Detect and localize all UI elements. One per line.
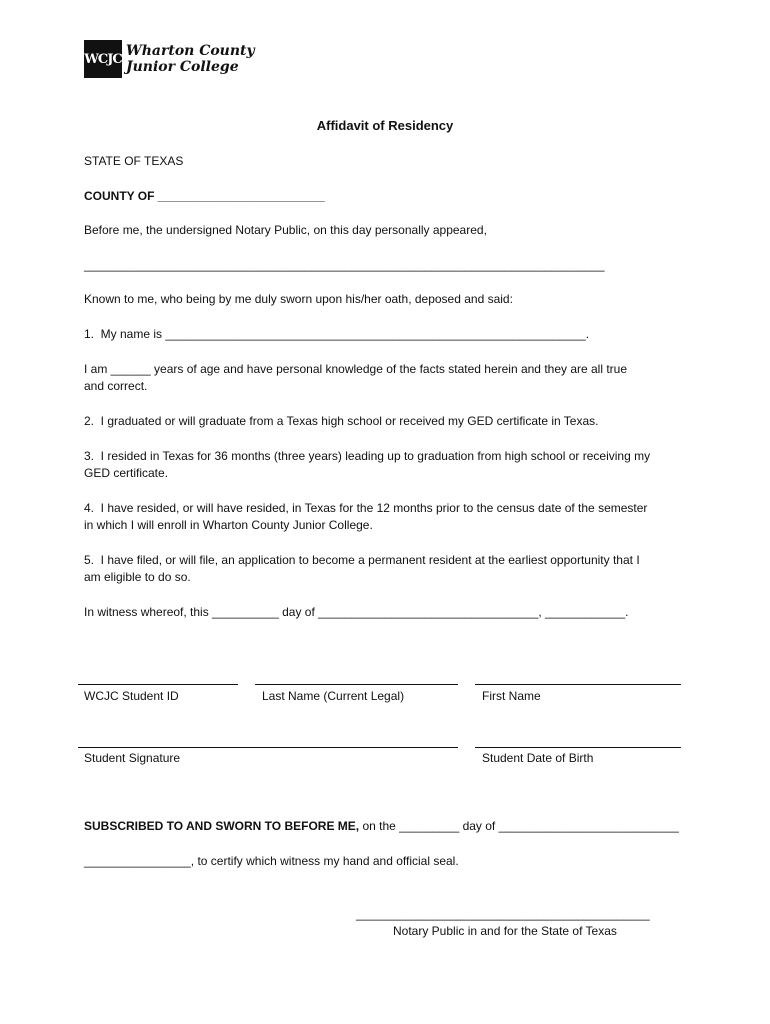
last-name-signature-line (255, 684, 458, 685)
name-blank-line: ______________________________________________________________________________ (84, 258, 605, 272)
college-name-line1: Wharton County (126, 43, 255, 59)
item-4-line-2: in which I will enroll in Wharton County Junior College. (84, 518, 373, 532)
document-title: Affidavit of Residency (316, 118, 454, 133)
item-3-line-1: 3. I resided in Texas for 36 months (three years) leading up to graduation from high school or receiving my (84, 449, 651, 463)
student-id-label: WCJC Student ID (84, 689, 179, 703)
first-name-label: First Name (482, 689, 541, 703)
subscribed-line (84, 818, 679, 834)
item-5-line-2: am eligible to do so. (84, 570, 191, 584)
date-of-birth-label: Student Date of Birth (482, 751, 594, 765)
item-1: 1. My name is _______________________________________________________________. (84, 327, 590, 341)
age-line-1: I am ______ years of age and have personal knowledge of the facts stated herein and they are all true (84, 362, 628, 376)
state-line: STATE OF TEXAS (84, 154, 184, 168)
county-line: COUNTY OF _________________________ (84, 189, 325, 203)
item-4-line-1: 4. I have resided, or will have resided, in Texas for the 12 months prior to the census date of the semester (84, 501, 648, 515)
notary-signature-line: ____________________________________________ (356, 907, 650, 921)
notary-label: Notary Public in and for the State of Texas (393, 924, 617, 938)
item-2: 2. I graduated or will graduate from a Texas high school or received my GED certificate in Texas. (84, 414, 599, 428)
student-signature-line (78, 747, 458, 748)
last-name-label: Last Name (Current Legal) (262, 689, 405, 703)
college-name (126, 43, 255, 75)
wcjc-logo-mark: WCJC (84, 40, 122, 78)
date-of-birth-line (475, 747, 681, 748)
college-name-line2: Junior College (126, 59, 239, 75)
item-3-line-2: GED certificate. (84, 466, 169, 480)
age-line-2: and correct. (84, 379, 148, 393)
item-5-line-1: 5. I have filed, or will file, an application to become a permanent resident at the earliest opportunity that I (84, 553, 640, 567)
student-signature-label: Student Signature (84, 751, 181, 765)
college-logo (84, 40, 255, 78)
before-me-line: Before me, the undersigned Notary Public, on this day personally appeared, (84, 223, 487, 237)
known-line: Known to me, who being by me duly sworn upon his/her oath, deposed and said: (84, 292, 513, 306)
subscribed-rest-text: on the _________ day of ___________________________ (359, 819, 679, 833)
certify-line: ________________, to certify which witness my hand and official seal. (84, 854, 459, 868)
subscribed-bold-text: SUBSCRIBED TO AND SWORN TO BEFORE ME, (84, 819, 360, 833)
student-id-signature-line (78, 684, 238, 685)
witness-line: In witness whereof, this __________ day of _________________________________, ____________. (84, 605, 629, 619)
first-name-signature-line (475, 684, 681, 685)
